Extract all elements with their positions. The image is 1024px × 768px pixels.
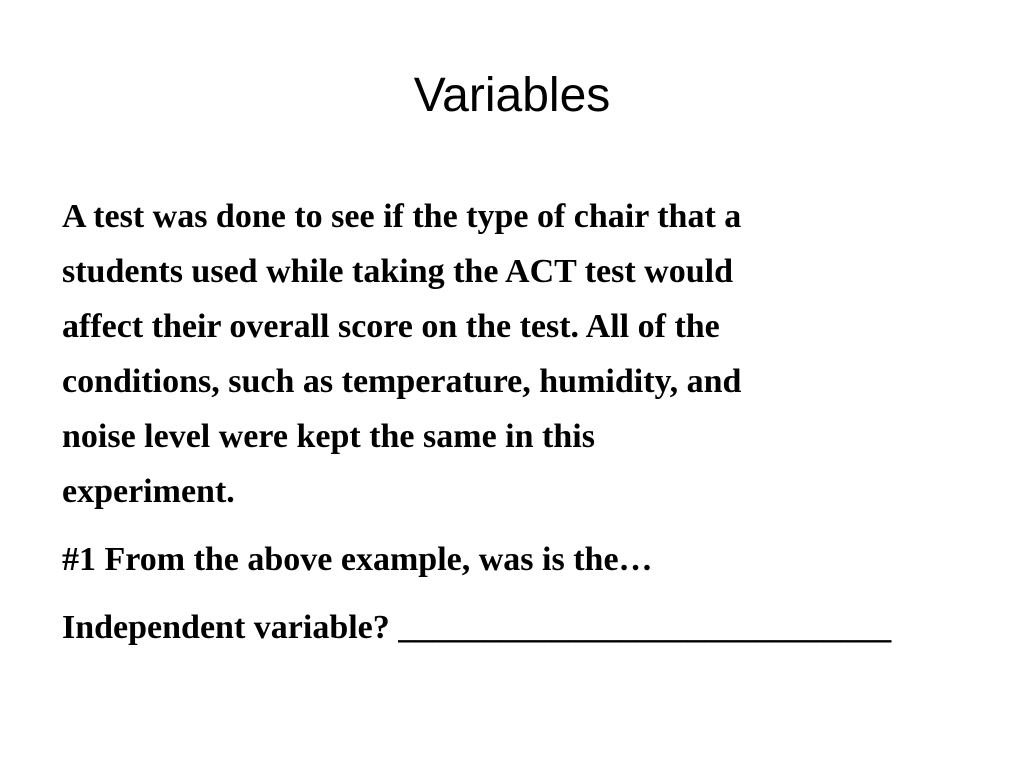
paragraph-line: noise level were kept the same in this xyxy=(62,418,595,455)
slide-title: Variables xyxy=(413,69,611,122)
answer-prompt xyxy=(62,600,891,655)
paragraph-line: conditions, such as temperature, humidity, and xyxy=(62,363,742,400)
paragraph xyxy=(62,189,962,519)
answer-blank: _____________________________ xyxy=(398,609,892,646)
paragraph-line: affect their overall score on the test. All of the xyxy=(62,308,720,345)
paragraph-line: A test was done to see if the type of chair that a xyxy=(62,198,742,235)
question-text: #1 From the above example, was is the… xyxy=(62,541,653,578)
prompt-label: Independent variable? xyxy=(62,609,390,646)
paragraph-line: students used while taking the ACT test would xyxy=(62,253,734,290)
paragraph-line: experiment. xyxy=(62,473,235,510)
